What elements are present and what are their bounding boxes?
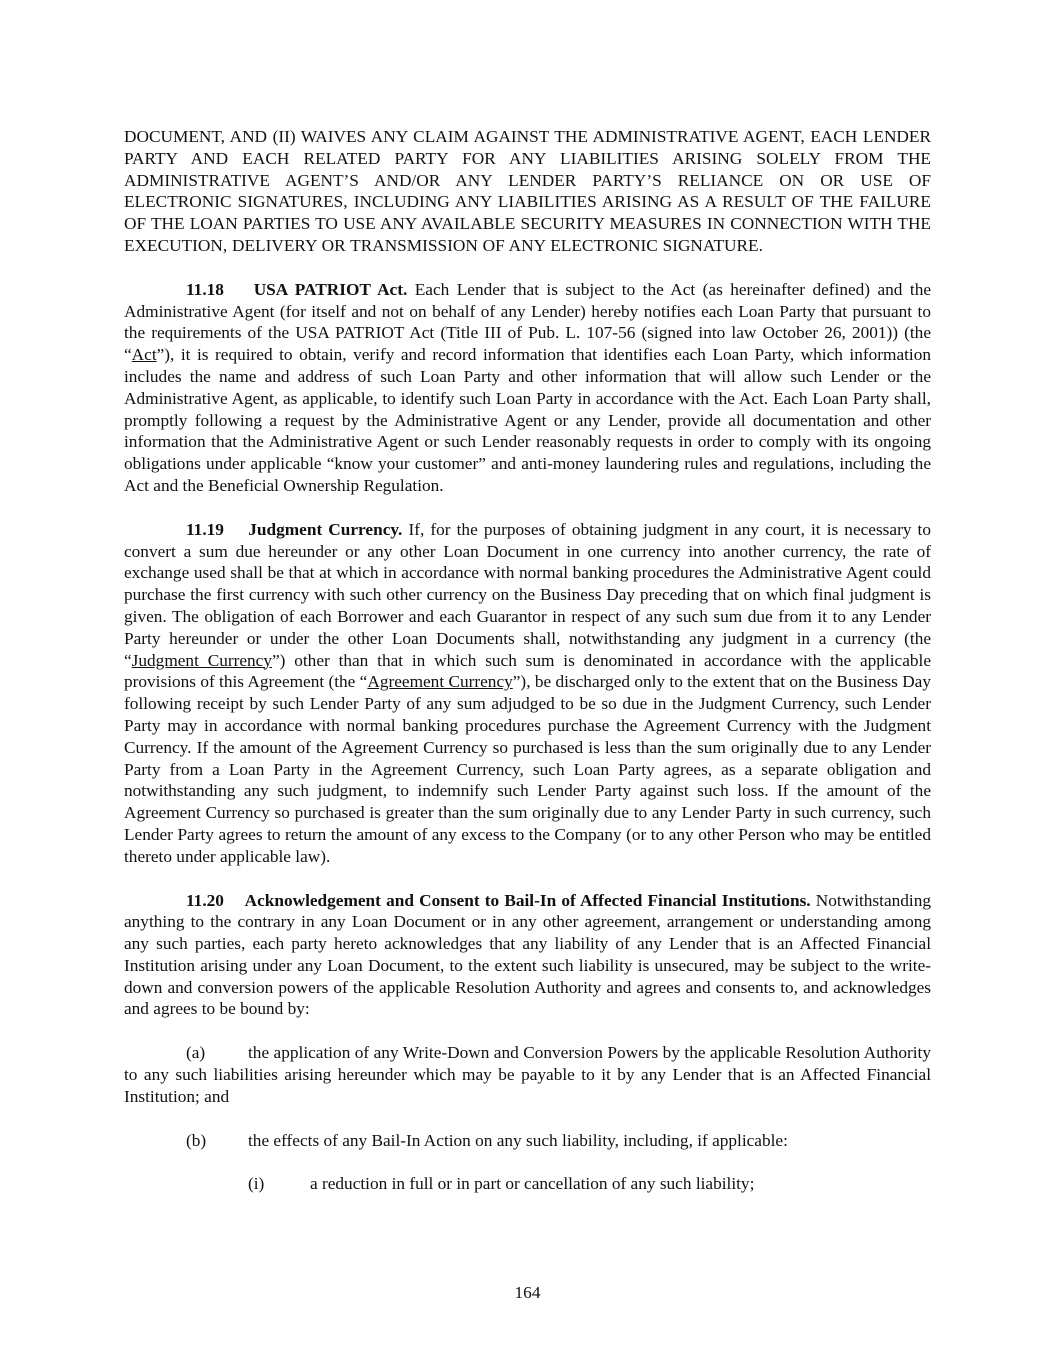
section-text: Notwithstanding anything to the contrary in any Loan Document or in any other agreement, arrangement or understanding among any such parties, each party hereto acknowledges that any liability of any Lender that is an Affected Financial Institution arising under any Loan Document, to the extent such liability is unsecured, may be subject to the write- down and conversion powers of the applicable Resolution Authority and agrees and consents to, and acknowledges and agrees to be bound by: [124, 890, 931, 1019]
defined-term: Judgment Currency [131, 650, 272, 670]
section-number: 11.18 [186, 279, 224, 299]
section-text: ”), it is required to obtain, verify and record information that identifies each Loan Party, which information includes the name and address of such Loan Party and other information that will allow such Lender or the Administrative Agent, as applicable, to identify such Loan Party in accordance with the Act. Each Loan Party shall, promptly following a request by the Administrative Agent or any Lender, provide all documentation and other information that the Administrative Agent or such Lender reasonably requests in order to comply with its ongoing obligations under applicable “know your customer” and anti-money laundering rules and regulations, including the Act and the Beneficial Ownership Regulation. [124, 345, 931, 495]
section-text: Each Lender that is subject to the Act (as hereinafter defined) and the Administrative Agent (for itself and not on behalf of any Lender) hereby notifies each Loan Party that pursuant to the requirements of the USA PATRIOT Act (Title III of Pub. L. 107-56 (signed into law October 26, 2001)) (the “ [124, 279, 932, 365]
page-number: 164 [514, 1283, 541, 1302]
defined-term: Agreement Currency [367, 672, 513, 692]
list-item-i [124, 1173, 931, 1195]
section-text: ”) other than that in which such sum is denominated in accordance with the applicable provisions of this Agreement (the “ [124, 650, 931, 692]
section-11-19 [124, 519, 931, 868]
item-label: (i) [248, 1174, 265, 1194]
document-body [124, 126, 931, 1195]
section-11-18 [124, 279, 931, 497]
item-label: (b) [186, 1130, 207, 1150]
item-text: the effects of any Bail-In Action on any such liability, including, if applicable: [248, 1130, 788, 1150]
section-title: Judgment Currency. [248, 519, 403, 539]
section-number: 11.19 [186, 519, 224, 539]
section-title: Acknowledgement and Consent to Bail-In of Affected Financial Institutions. [244, 890, 811, 910]
section-text: If, for the purposes of obtaining judgment in any court, it is necessary to convert a sum due hereunder or any other Loan Document in one currency into another currency, the rate of exchange used shall be that at which in accordance with normal banking procedures the Administrative Agent could purchase the first currency with such other currency on the Business Day preceding that on which final judgment is given. The obligation of each Borrower and each Guarantor in respect of any such sum due from it to any Lender Party hereunder or under the other Loan Documents shall, notwithstanding any judgment in a currency (the “ [124, 519, 931, 670]
section-text: ”), be discharged only to the extent that on the Business Day following receipt by such Lender Party of any sum adjudged to be so due in the Judgment Currency, such Lender Party may in accordance with normal banking procedures purchase the Agreement Currency with the Judgment Currency. If the amount of the Agreement Currency so purchased is less than the sum originally due to any Lender Party from a Loan Party in the Agreement Currency, such Loan Party agrees, as a separate obligation and notwithstanding any such judgment, to indemnify such Lender Party against such loss. If the amount of the Agreement Currency so purchased is greater than the sum originally due to any Lender Party in such currency, such Lender Party agrees to return the amount of any excess to the Company (or to any other Person who may be entitled thereto under applicable law). [124, 672, 931, 866]
item-text: a reduction in full or in part or cancellation of any such liability; [310, 1174, 755, 1194]
section-11-20 [124, 890, 931, 1021]
item-label: (a) [186, 1043, 206, 1063]
defined-term: Act [131, 345, 157, 365]
list-item-b [124, 1130, 931, 1152]
list-item-a [124, 1042, 931, 1107]
section-number: 11.20 [186, 890, 224, 910]
continuation-paragraph: DOCUMENT, AND (II) WAIVES ANY CLAIM AGAINST THE ADMINISTRATIVE AGENT, EACH LENDER PARTY AND EACH RELATED PARTY FOR ANY LIABILITIES ARISING SOLELY FROM THE ADMINISTRATIVE AGENT’S AND/OR ANY LENDER PARTY’S RELIANCE ON OR USE OF ELECTRONIC SIGNATURES, INCLUDING ANY LIABILITIES ARISING AS A RESULT OF THE FAILURE OF THE LOAN PARTIES TO USE ANY AVAILABLE SECURITY MEASURES IN CONNECTION WITH THE EXECUTION, DELIVERY OR TRANSMISSION OF ANY ELECTRONIC SIGNATURE. [124, 127, 931, 255]
section-title: USA PATRIOT Act. [253, 279, 408, 299]
item-text: the application of any Write-Down and Conversion Powers by the applicable Resolution Authority to any such liabilities arising hereunder which may be payable to it by any Lender that is an Affected Financial Institution; and [124, 1043, 931, 1106]
